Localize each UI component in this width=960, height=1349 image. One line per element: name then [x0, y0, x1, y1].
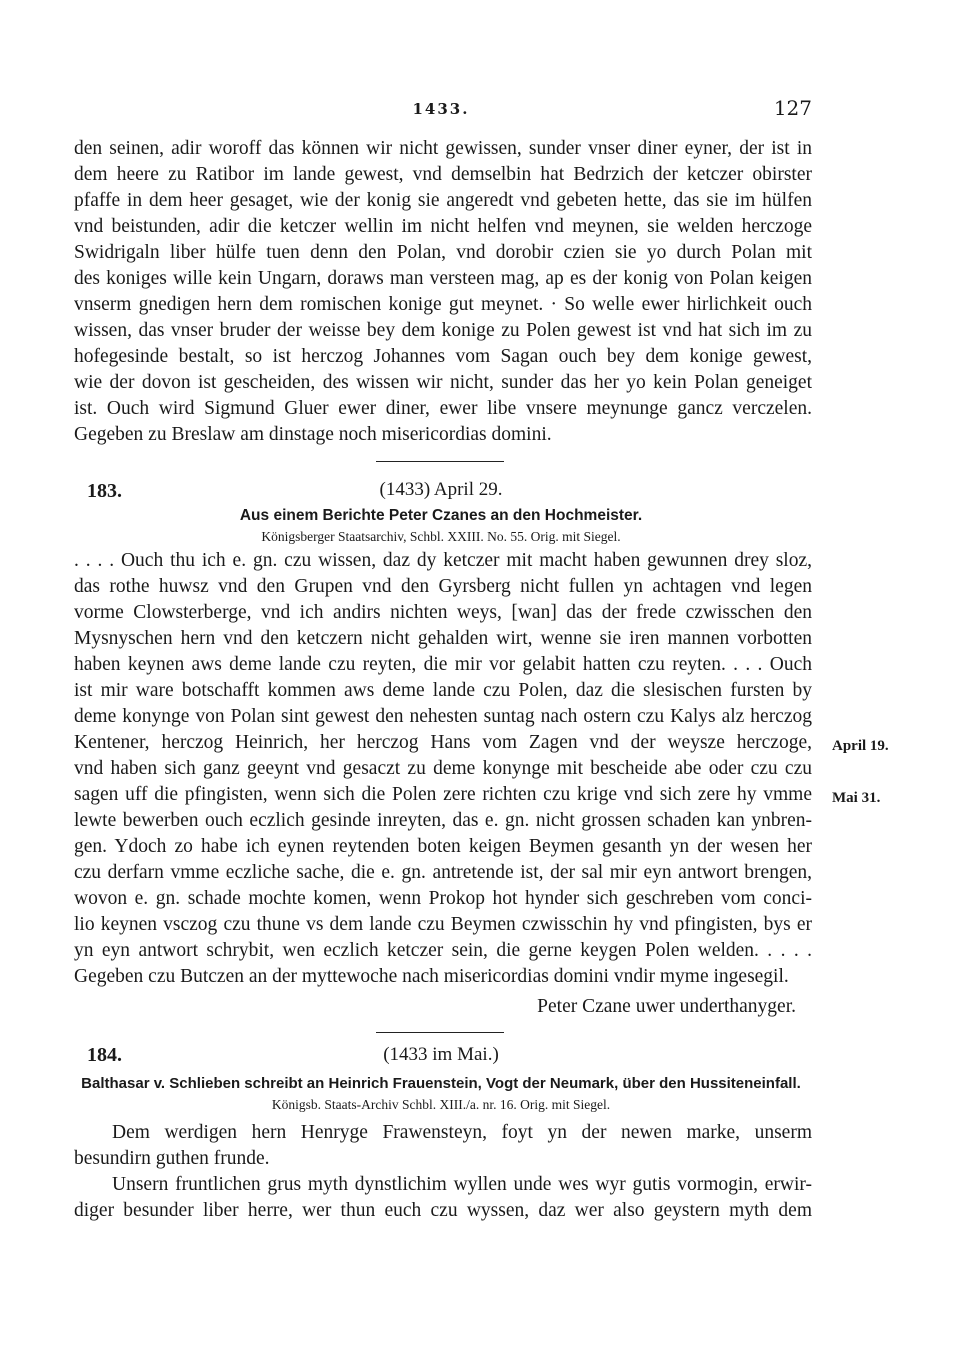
doc-source: Königsb. Staats-Archiv Schbl. XIII./a. nr. 16. Orig. mit Siegel. [271, 1097, 611, 1112]
text-line: sagen uff die pfingisten, wenn sich die Polen zere richten czu krige vnd sich zere hy vmme [74, 784, 812, 805]
text-line: lewte bewerben ouch eczlich gesinde inreyten, das e. gn. nicht grossen schaden kan ynbren- [74, 810, 812, 831]
text-line: Mysnyschen hern vnd den ketczern nicht gehalden wirt, wenne sie iren mannen vorbotten [74, 628, 812, 649]
text-line: Kentener, herczog Heinrich, her herczog Hans vom Zagen vnd der weysze herczoge, [74, 732, 812, 753]
doc-number: 184. [87, 1044, 122, 1066]
text-line: deme konynge von Polan sint gewest den nehesten suntag nach ostern czu Kalys alz herczog [74, 706, 812, 727]
text-line: haben keynen aws deme lande czu reyten, die mir vor gelabit hatten czu reyten. . . . Ouch [74, 654, 812, 675]
text-line: das rothe huwsz vnd den Grupen vnd den Gyrsberg nicht fullen yn achtagen vnd legen [74, 576, 812, 597]
text-line: des koniges wille kein Ungarn, doraws man versteen mag, ap es der konig von Polan keigen [74, 268, 812, 289]
section-divider [376, 1032, 504, 1033]
doc-title: Balthasar v. Schlieben schreibt an Heinrich Frauenstein, Vogt der Neumark, über den Hussiteneinfall. [81, 1075, 801, 1092]
text-line: hofegesinde bestalt, so ist herczog Johannes vom Sagan ouch bey dem konige gewest, [74, 346, 812, 367]
text-line: vnserm gnedigen hern dem romischen konige gut meynet. · So welle ewer hirlichkeit ouch [74, 294, 812, 315]
page-header [70, 96, 812, 124]
text-line: ist. Ouch wird Sigmund Gluer ewer diner, ewer libe vnsere meynunge gancz verczelen. [74, 398, 812, 419]
doc-number: 183. [87, 480, 122, 502]
text-line: wissen, das vnser bruder der weisse bey dem konige zu Polen gewest ist vnd hat sich im zu [74, 320, 812, 341]
text-line: besundirn guthen frunde. [74, 1148, 270, 1169]
text-line: Gegeben zu Breslaw am dinstage noch misericordias domini. [74, 424, 552, 445]
text-line: Unsern fruntlichen grus myth dynstlichim wyllen unde wes wyr gutis vormogin, erwir- [112, 1174, 812, 1195]
text-line: Swidrigaln liber hülfe tuen denn den Polan, vnd dorobir czien sie yo durch Polan mit [74, 242, 812, 263]
text-line: . . . . Ouch thu ich e. gn. czu wissen, daz dy ketczer mit macht haben gewunnen drey sloz, [74, 550, 812, 571]
text-line: vnd haben sich ganz geeynt vnd gesaczt zu deme konynge mit bescheide abe oder czu czu [74, 758, 812, 779]
doc-date: (1433) April 29. [379, 479, 503, 500]
doc-date: (1433 im Mai.) [383, 1044, 499, 1065]
text-line: lio keynen vsczog czu thune vs dem lande czu Beymen czwisschin hy vnd pfingisten, bys er [74, 914, 812, 935]
text-line: Dem werdigen hern Henryge Frawensteyn, foyt yn der newen marke, unserm [112, 1122, 812, 1143]
text-line: den seinen, adir woroff das können wir nicht gewissen, sunder vnser diner eyner, der ist in [74, 138, 812, 159]
text-line: ist mir ware botschafft kommen aws deme lande czu Polen, daz die slesischen fursten by [74, 680, 812, 701]
page-year: 1433. [412, 100, 470, 118]
text-line: wie der dovon ist gescheiden, des wissen wir nicht, sunder das her yo kein Polan geneiget [74, 372, 812, 393]
doc-title: Aus einem Berichte Peter Czanes an den Hochmeister. [239, 507, 643, 524]
text-line: vnd beistunden, adir die ketczer wellin im nicht helfen vnd meynen, sie welden herczoge [74, 216, 812, 237]
text-line: yn eyn antwort schrybit, wen eczlich ketczer sein, die gerne keygen Polen welden. . . . . [74, 940, 812, 961]
text-line: gen. Ydoch zo habe ich eynen reytenden boten keigen Beymen gesanth yn der wesen her [74, 836, 812, 857]
text-line: vorme Clowsterberge, vnd ich andirs nichten weys, [wan] das der frede czwisschen den [74, 602, 812, 623]
text-line: wovon e. gn. schade mochte komen, wenn Prokop hot hynder sich geschreben vom conci- [74, 888, 812, 909]
signature-line: Peter Czane uwer underthanyger. [537, 996, 796, 1017]
text-line: czu derfarn vmme eczliche sache, die e. gn. antretende ist, der sal mir eyn antwort brengen, [74, 862, 812, 883]
page-number: 127 [773, 96, 812, 120]
text-line: pfaffe in dem heer gesaget, wie der konig sie angeredt vnd gebeten hette, das sie im hülfen [74, 190, 812, 211]
margin-note: Mai 31. [832, 790, 881, 806]
text-line: dem heere zu Ratibor im lande gewest, vnd demselbin hat Bedrzich der ketczer obirster [74, 164, 812, 185]
section-divider [376, 461, 504, 462]
doc-source: Königsberger Staatsarchiv, Schbl. XXIII. No. 55. Orig. mit Siegel. [261, 529, 621, 544]
text-line: Gegeben czu Butczen an der myttewoche nach misericordias domini vndir myme ingesegil. [74, 966, 789, 987]
text-line: diger besunder liber herre, wer thun euch czu wyssen, daz wer also geystern myth dem [74, 1200, 812, 1221]
margin-note: April 19. [832, 738, 889, 754]
